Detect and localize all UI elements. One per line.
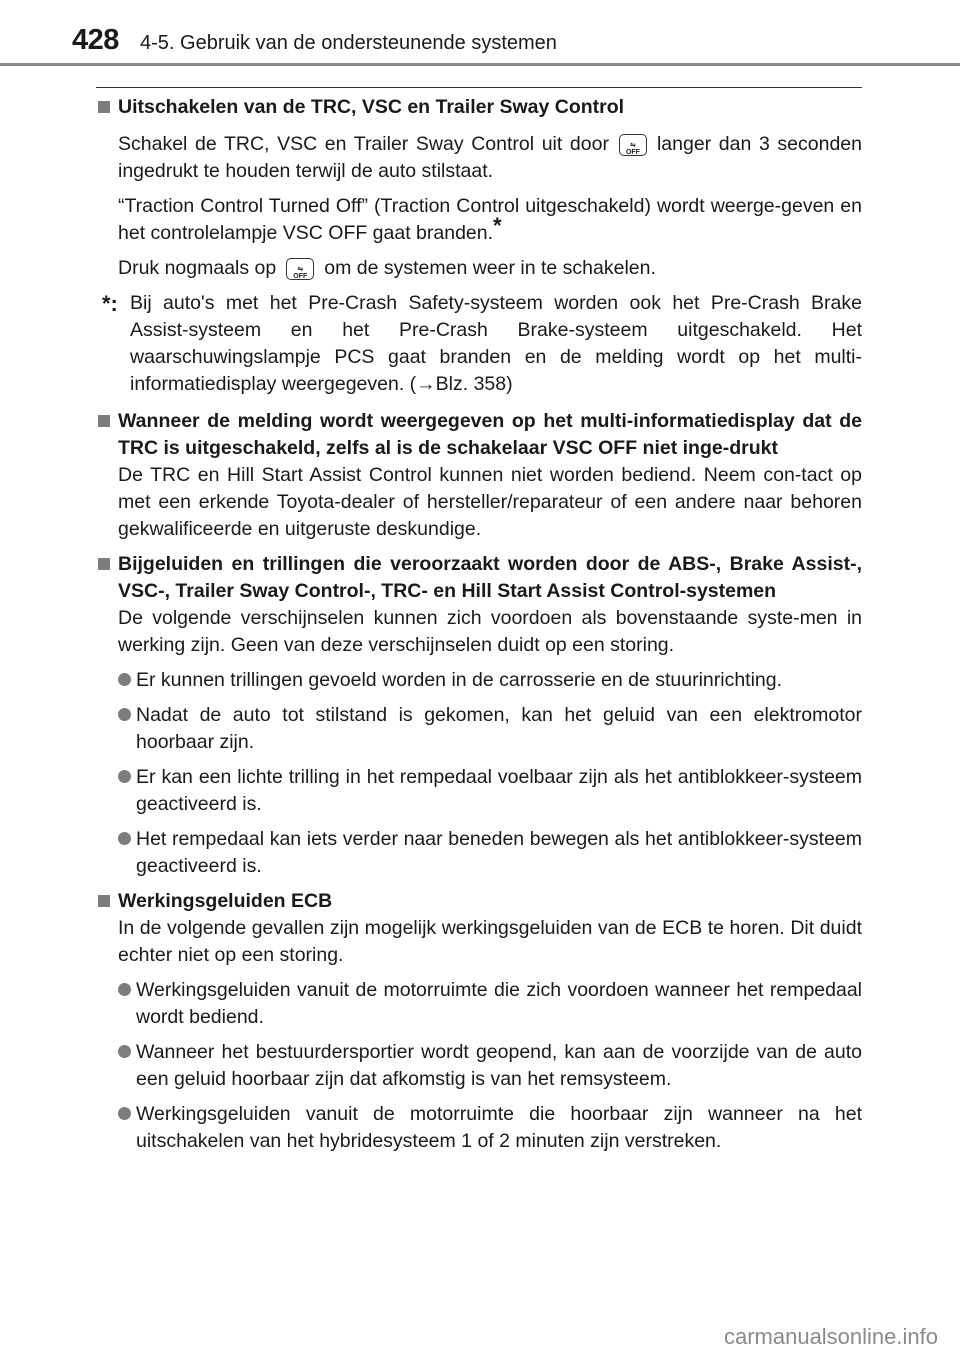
footnote-reference: *	[493, 213, 502, 238]
vsc-off-switch-icon: ⇋ OFF	[286, 258, 314, 280]
footnote-marker: *:	[102, 291, 118, 316]
watermark: carmanualsonline.info	[723, 1324, 938, 1349]
content-divider	[96, 87, 862, 88]
paragraph-trc-off-1: Schakel de TRC, VSC en Trailer Sway Control uit door ⇋ OFF langer dan 3 seconden ingedrukt te houden terwijl de auto stilstaat.	[118, 133, 862, 182]
square-bullet-icon	[98, 94, 118, 121]
list-item: Werkingsgeluiden vanuit de motorruimte die hoorbaar zijn wanneer na het uitschakelen van het hybridesysteem 1 of 2 minuten zijn verstreken.	[98, 1101, 862, 1155]
paragraph-trc-off-3: Druk nogmaals op ⇋ OFF om de systemen weer in te schakelen.	[118, 257, 656, 280]
footnote	[98, 290, 862, 398]
circle-bullet-icon	[118, 764, 136, 818]
page-number: 428	[72, 24, 119, 56]
header-divider	[0, 63, 960, 66]
list-item: Het rempedaal kan iets verder naar beneden bewegen als het antiblokkeer-systeem geactiveerd is.	[98, 826, 862, 880]
list-item: Werkingsgeluiden vanuit de motorruimte die zich voordoen wanneer het rempedaal wordt bediend.	[98, 977, 862, 1031]
list-item: Er kan een lichte trilling in het rempedaal voelbaar zijn als het antiblokkeer-systeem geactiveerd is.	[98, 764, 862, 818]
section-title: 4-5. Gebruik van de ondersteunende systemen	[140, 32, 557, 54]
footnote-text: Bij auto's met het Pre-Crash Safety-systeem worden ook het Pre-Crash Brake Assist-systeem en het Pre-Crash Brake-systeem uitgeschakeld. Het waarschuwingslampje PCS gaat branden en de melding wordt op het multi-informatiedisplay weergegeven. (→Blz. 358)	[130, 292, 862, 395]
list-item: Wanneer het bestuurdersportier wordt geopend, kan aan de voorzijde van de auto een geluid hoorbaar zijn dat afkomstig is van het remsysteem.	[98, 1039, 862, 1093]
heading-ecb: Werkingsgeluiden ECB	[98, 888, 862, 915]
circle-bullet-icon	[118, 977, 136, 1031]
paragraph-ecb: In de volgende gevallen zijn mogelijk werkingsgeluiden van de ECB te horen. Dit duidt echter niet op een storing.	[118, 917, 862, 966]
paragraph-trc-off-2: “Traction Control Turned Off” (Traction Control uitgeschakeld) wordt weerge-geven en het controlelampje VSC OFF gaat branden.*	[118, 195, 862, 244]
circle-bullet-icon	[118, 702, 136, 756]
square-bullet-icon	[98, 408, 118, 462]
page-header	[0, 0, 960, 70]
heading-message: Wanneer de melding wordt weergegeven op het multi-informatiedisplay dat de TRC is uitgeschakeld, zelfs al is de schakelaar VSC OFF niet inge-drukt	[98, 408, 862, 462]
heading-noises: Bijgeluiden en trillingen die veroorzaakt worden door de ABS-, Brake Assist-, VSC-, Trailer Sway Control-, TRC- en Hill Start Assist Control-systemen	[98, 551, 862, 605]
list-item: Er kunnen trillingen gevoeld worden in de carrosserie en de stuurinrichting.	[98, 667, 862, 694]
page-content	[98, 94, 862, 1155]
square-bullet-icon	[98, 888, 118, 915]
square-bullet-icon	[98, 551, 118, 605]
heading-trc-off: Uitschakelen van de TRC, VSC en Trailer Sway Control	[98, 94, 862, 121]
circle-bullet-icon	[118, 826, 136, 880]
vsc-off-switch-icon: ⇋ OFF	[619, 134, 647, 156]
circle-bullet-icon	[118, 667, 136, 694]
circle-bullet-icon	[118, 1101, 136, 1155]
paragraph-message: De TRC en Hill Start Assist Control kunnen niet worden bediend. Neem con-tact op met een erkende Toyota-dealer of hersteller/reparateur of een andere naar behoren gekwalificeerde en uitgeruste deskundige.	[118, 464, 862, 540]
circle-bullet-icon	[118, 1039, 136, 1093]
list-item: Nadat de auto tot stilstand is gekomen, kan het geluid van een elektromotor hoorbaar zijn.	[98, 702, 862, 756]
paragraph-noises: De volgende verschijnselen kunnen zich voordoen als bovenstaande syste-men in werking zijn. Geen van deze verschijnselen duidt op een storing.	[118, 607, 862, 656]
